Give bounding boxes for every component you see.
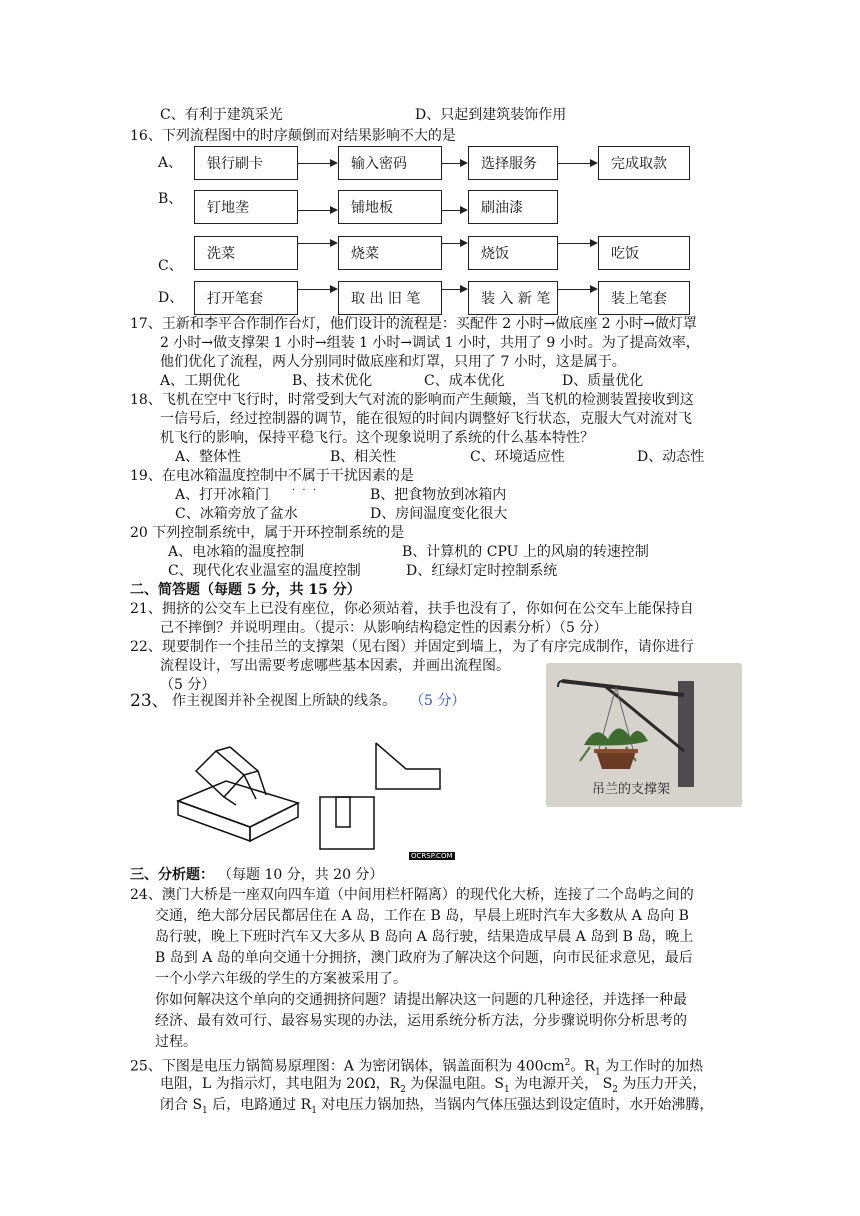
q17-option-d: D、质量优化	[562, 373, 644, 389]
q16-label-c: C、	[158, 258, 183, 274]
q18-option-d: D、动态性	[637, 449, 705, 465]
q21-line-2: 己不摔倒？并说明理由。（提示：从影响结构稳定性的因素分析）（5 分）	[160, 620, 608, 636]
q20-option-c: C、现代化农业温室的温度控制	[168, 563, 361, 579]
isometric-block-drawing	[178, 747, 298, 841]
q19-option-a: A、打开冰箱门	[175, 487, 270, 503]
flow-box: 铺地板	[338, 190, 442, 224]
q24-line-8: 过程。	[155, 1034, 197, 1050]
q16-stem: 16、下列流程图中的时序颠倒而对结果影响不大的是	[130, 128, 456, 144]
q24-line-3: 岛行驶，晚上下班时汽车又大多从 B 岛向 A 岛行驶，结果造成早晨 A 岛到 B 岛，晚上	[155, 929, 694, 945]
flow-box: 输入密码	[338, 146, 442, 180]
q20-option-b: B、计算机的 CPU 上的风扇的转速控制	[402, 544, 649, 560]
flow-box: 钉地垄	[194, 190, 298, 224]
q24-line-4: B 岛到 A 岛的单向交通十分拥挤，澳门政府为了解决这个问题，向市民征求意见，最后	[155, 950, 693, 966]
q24-line-2: 交通，绝大部分居民都居住在 A 岛，工作在 B 岛，早晨上班时汽车大多数从 A 岛向 B	[155, 908, 689, 924]
emphasis-dots: . . .	[292, 482, 318, 493]
flow-box: 装上笔套	[598, 281, 690, 315]
flow-arrow	[442, 163, 466, 164]
flow-arrow	[442, 210, 466, 211]
flow-arrow	[558, 163, 596, 164]
hanging-plant-bracket-photo	[546, 663, 742, 807]
q18-option-a: A、整体性	[175, 449, 242, 465]
q24-line-1: 24、澳门大桥是一座双向四车道（中间用栏杆隔离）的现代化大桥，连接了二个岛屿之间的	[130, 887, 694, 903]
flow-arrow	[298, 243, 336, 244]
flow-arrow	[298, 163, 336, 164]
flow-box: 取 出 旧 笔	[338, 281, 442, 315]
three-view-figure	[170, 735, 450, 865]
flow-arrow	[298, 210, 336, 211]
flow-box: 装 入 新 笔	[468, 281, 558, 315]
q22-line-1: 22、现要制作一个挂吊兰的支撑架（见右图）并固定到墙上，为了有序完成制作，请你进行	[130, 639, 694, 655]
flow-box: 银行刷卡	[194, 146, 298, 180]
q23-number: 23、	[130, 691, 169, 711]
q20-stem: 20 下列控制系统中，属于开环控制系统的是	[130, 525, 405, 541]
q18-option-b: B、相关性	[330, 449, 397, 465]
flow-box: 烧饭	[468, 236, 558, 270]
q17-option-a: A、工期优化	[160, 373, 241, 389]
q24-line-7: 经济、最有效可行、最容易实现的办法，运用系统分析方法，分步骤说明你分析思考的	[155, 1013, 687, 1029]
q17-line-2: 2 小时→做支撑架 1 小时→组装 1 小时→调试 1 小时，共用了 9 小时。为了提高效率，	[160, 335, 700, 351]
q25-line-2: 电阻，L 为指示灯，其电阻为 20Ω，$R_2$ 为保温电阻。$S_1$ 为电源开关， $S_2$ 为压力开关，	[160, 1076, 707, 1095]
flow-box: 选择服务	[468, 146, 558, 180]
q17-option-b: B、技术优化	[292, 373, 373, 389]
flow-arrow	[442, 243, 466, 244]
q21-line-1: 21、拥挤的公交车上已没有座位，你必须站着，扶手也没有了，你如何在公交车上能保持自	[130, 601, 694, 617]
q19-option-b: B、把食物放到冰箱内	[370, 487, 507, 503]
flow-box: 打开笔套	[194, 281, 298, 315]
q18-line-1: 18、飞机在空中飞行时，时常受到大气对流的影响而产生颠簸，当飞机的检测装置接收到这	[130, 392, 694, 408]
side-view-drawing	[376, 743, 440, 789]
q23-score: （5 分）	[410, 693, 466, 709]
flow-arrow	[442, 289, 466, 290]
q18-option-c: C、环境适应性	[470, 449, 565, 465]
q25-line-1: 25、下图是电压力锅简易原理图：A 为密闭锅体，锅盖面积为 $400cm^2$。$R_1$ 为工作时的加热	[130, 1058, 704, 1078]
q16-label-b: B、	[158, 191, 183, 207]
flow-arrow	[558, 243, 596, 244]
q25-line-3: 闭合 $S_1$ 后，电路通过 $R_1$ 对电压力锅加热，当锅内气体压强达到设定值时，水开始沸腾，	[160, 1097, 714, 1116]
photo-caption: 吊兰的支撑架	[592, 782, 671, 797]
q20-option-d: D、红绿灯定时控制系统	[406, 563, 558, 579]
q18-line-3: 机飞行的影响，保持平稳飞行。这个现象说明了系统的什么基本特性？	[160, 430, 594, 446]
section-3-note: （每题 10 分，共 20 分）	[218, 867, 384, 883]
option-d-prev: D、只起到建筑装饰作用	[415, 107, 567, 123]
q24-line-6: 你如何解决这个单向的交通拥挤问题？请提出解决这一问题的几种途径，并选择一种最	[155, 992, 687, 1008]
flow-box: 洗菜	[194, 236, 298, 270]
watermark: OCRSP.COM	[411, 852, 453, 860]
q18-line-2: 一信号后，经过控制器的调节，能在很短的时间内调整好飞行状态，克服大气对流对飞	[160, 411, 692, 427]
q20-option-a: A、电冰箱的温度控制	[168, 544, 305, 560]
q19-option-d: D、房间温度变化很大	[370, 506, 508, 522]
flow-arrow	[558, 289, 596, 290]
q19-stem: 19、在电冰箱温度控制中不属于干扰因素的是	[130, 468, 414, 484]
q23-text: 作主视图并补全视图上所缺的线条。	[172, 693, 396, 709]
flow-box: 刷油漆	[468, 190, 558, 224]
flow-box: 烧菜	[338, 236, 442, 270]
section-2-heading: 二、简答题（每题 5 分，共 15 分）	[130, 582, 361, 598]
q22-line-3: （5 分）	[160, 677, 216, 693]
q16-label-a: A、	[158, 155, 183, 171]
q17-line-1: 17、王新和李平合作制作台灯，他们设计的流程是：买配件 2 小时→做底座 2 小时→做灯罩	[130, 316, 697, 332]
flow-box: 完成取款	[598, 146, 690, 180]
flow-box: 吃饭	[598, 236, 690, 270]
q16-label-d: D、	[158, 290, 184, 306]
q17-line-3: 他们优化了流程，两人分别同时做底座和灯罩，只用了 7 小时，这是属于。	[160, 354, 626, 370]
q19-option-c: C、冰箱旁放了盆水	[175, 506, 298, 522]
q24-line-5: 一个小学六年级的学生的方案被采用了。	[155, 971, 407, 987]
option-c-prev: C、有利于建筑采光	[160, 107, 283, 123]
top-view-drawing	[320, 797, 374, 849]
q22-line-2: 流程设计，写出需要考虑哪些基本因素，并画出流程图。	[160, 658, 510, 674]
flow-arrow	[298, 289, 336, 290]
section-3-title: 三、分析题：	[130, 867, 214, 883]
q17-option-c: C、成本优化	[424, 373, 505, 389]
